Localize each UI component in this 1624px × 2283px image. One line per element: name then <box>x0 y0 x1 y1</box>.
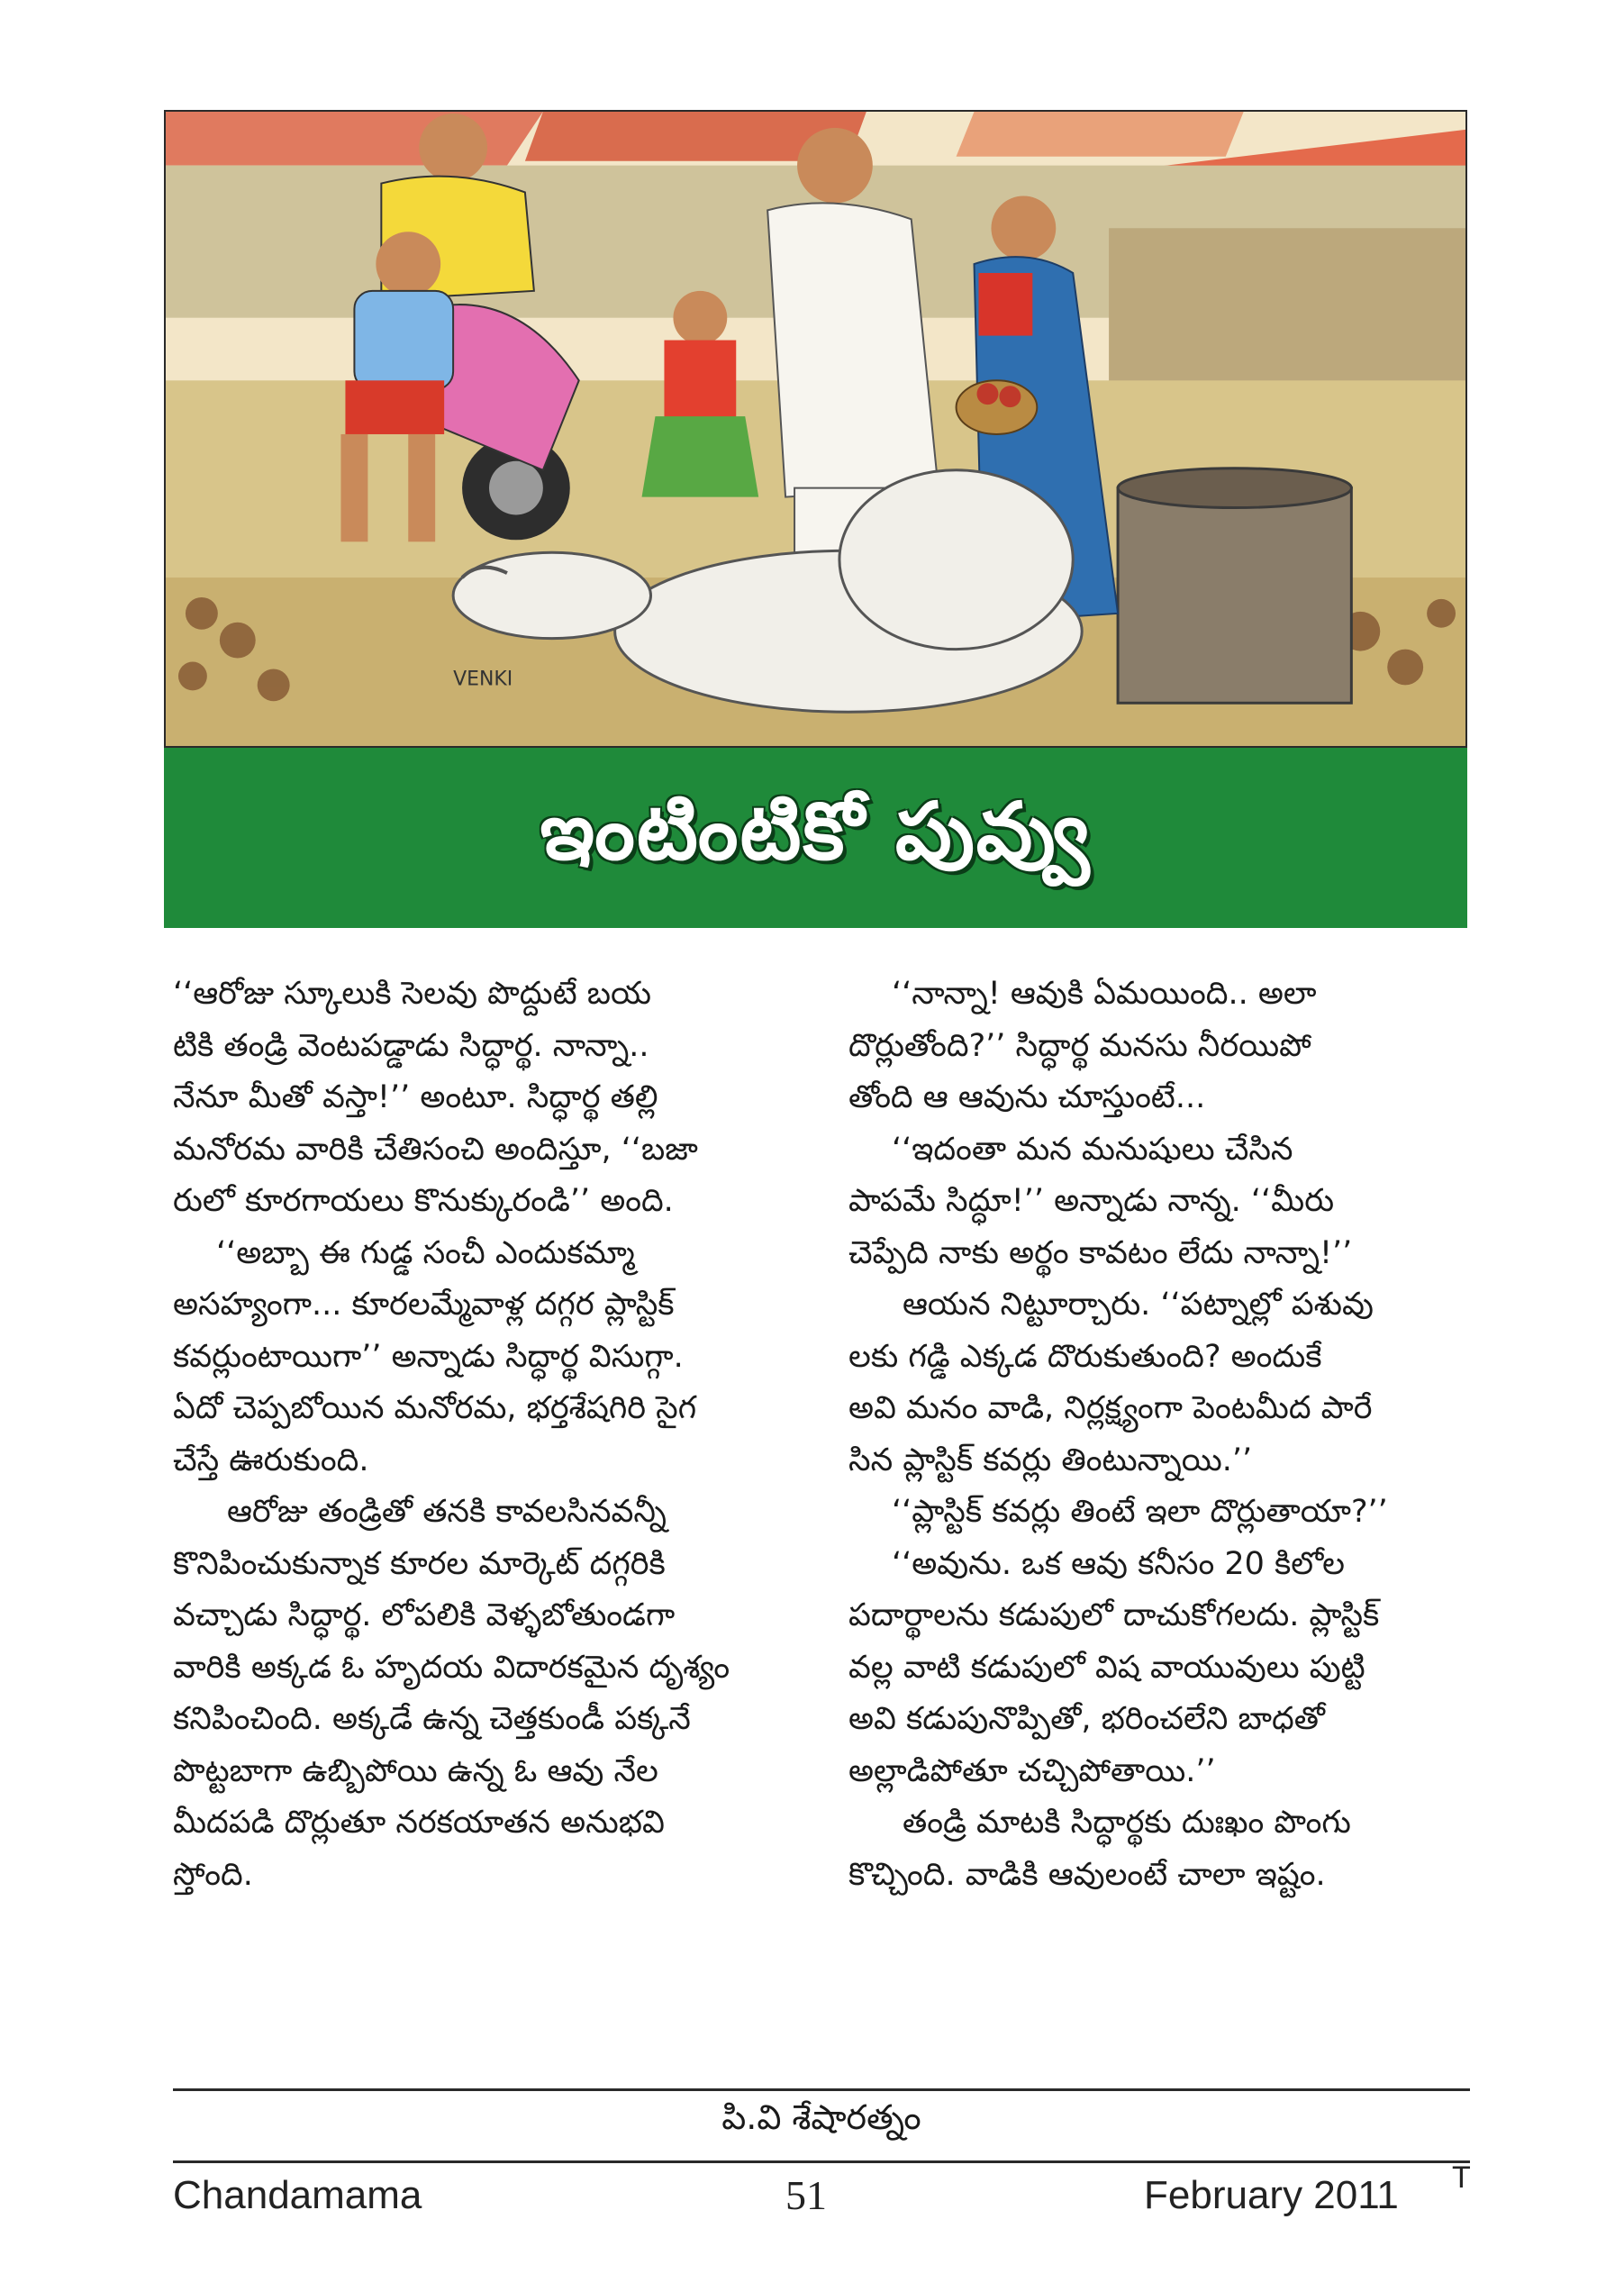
text-line: సిన ప్లాస్టిక్ కవర్లు తింటున్నాయి.’’ <box>848 1442 1253 1478</box>
text-line: తండ్రి మాటకి సిద్ధార్థకు దుఃఖం పొంగు <box>903 1805 1351 1841</box>
text-line: తోంది ఆ ఆవును చూస్తుంటే... <box>848 1079 1206 1115</box>
text-line: ‘‘ఆరోజు స్కూలుకి సెలవు పొద్దుటే బయ <box>173 976 651 1012</box>
artist-signature: VENKI <box>453 668 513 691</box>
text-line: పదార్థాలను కడుపులో దాచుకోగలదు. ప్లాస్టిక్ <box>848 1597 1380 1633</box>
text-line: ‘‘ప్లాస్టిక్ కవర్లు తింటే ఇలా దొర్లుతాయా?’’ <box>892 1494 1388 1530</box>
text-line: ఆయన నిట్టూర్చారు. ‘‘పట్నాల్లో పశువు <box>903 1287 1374 1323</box>
text-line: టికి తండ్రి వెంటపడ్డాడు సిద్ధార్థ. నాన్నా.. <box>173 1027 649 1064</box>
page-number: 51 <box>785 2172 827 2218</box>
author-byline: పి.వి శేషారత్నం <box>721 2097 921 2137</box>
market-scene-image <box>166 112 1465 746</box>
text-line: మీదపడి దొర్లుతూ నరకయాతన అనుభవి <box>173 1805 665 1841</box>
text-line: కనిపించింది. అక్కడే ఉన్న చెత్తకుండీ పక్కనే <box>173 1701 691 1737</box>
text-line: లకు గడ్డి ఎక్కడ దొరుకుతుంది? అందుకే <box>848 1338 1322 1375</box>
text-line: దొర్లుతోంది?’’ సిద్ధార్థ మనసు నీరయిపో <box>848 1027 1311 1064</box>
text-line: చేస్తే ఊరుకుంది. <box>173 1442 369 1478</box>
corner-mark: T <box>1452 2160 1471 2195</box>
text-line: వల్ల వాటి కడుపులో విష వాయువులు పుట్టి <box>848 1649 1365 1686</box>
text-line: ఏదో చెప్పబోయిన మనోరమ, భర్తశేషగిరి సైగ <box>173 1390 697 1426</box>
text-line: అవి మనం వాడి, నిర్లక్ష్యంగా పెంటమీద పారే <box>848 1390 1373 1426</box>
text-line: ‘‘ఇదంతా మన మనుషులు చేసిన <box>892 1131 1293 1168</box>
text-line: వారికి అక్కడ ఓ హృదయ విదారకమైన దృశ్యం <box>173 1649 730 1686</box>
text-line: మనోరమ వారికి చేతిసంచి అందిస్తూ, ‘‘బజా <box>173 1131 698 1168</box>
text-line: స్తోంది. <box>173 1856 253 1893</box>
text-line: వచ్చాడు సిద్ధార్థ. లోపలికి వెళ్ళబోతుండగా <box>173 1597 676 1633</box>
text-line: నేనూ మీతో వస్తా!’’ అంటూ. సిద్ధార్థ తల్లి <box>173 1079 658 1115</box>
text-line: పాపమే సిద్ధూ!’’ అన్నాడు నాన్న. ‘‘మీరు <box>848 1183 1335 1219</box>
right-text-column <box>848 969 1479 1901</box>
text-line: రులో కూరగాయలు కొనుక్కురండి’’ అంది. <box>173 1183 674 1219</box>
title-band <box>164 748 1467 928</box>
text-line: కొనిపించుకున్నాక కూరల మార్కెట్ దగ్గరికి <box>173 1545 666 1582</box>
text-line: పొట్టబాగా ఉబ్బిపోయి ఉన్న ఓ ఆవు నేల <box>173 1752 658 1789</box>
story-title: ఇంటింటికో పువ్వు <box>540 784 1092 878</box>
magazine-name: Chandamama <box>173 2173 422 2217</box>
text-line: చెప్పేది నాకు అర్థం కావటం లేదు నాన్నా!’’ <box>848 1234 1353 1271</box>
text-line: కవర్లుంటాయిగా’’ అన్నాడు సిద్ధార్థ విసుగ్గా. <box>173 1338 684 1375</box>
text-line: కొచ్చింది. వాడికి ఆవులంటే చాలా ఇష్టం. <box>848 1856 1326 1893</box>
text-line: ‘‘అవును. ఒక ఆవు కనీసం 20 కిలోల <box>892 1545 1345 1582</box>
story-illustration <box>164 110 1467 748</box>
text-line: అల్లాడిపోతూ చచ్చిపోతాయి.’’ <box>848 1752 1216 1789</box>
text-line: అసహ్యంగా... కూరలమ్మేవాళ్ల దగ్గర ప్లాస్టిక్ <box>173 1287 675 1323</box>
byline-bottom-rule <box>173 2160 1470 2163</box>
text-line: ఆరోజు తండ్రితో తనకి కావలసినవన్నీ <box>227 1494 667 1530</box>
left-text-column <box>173 969 803 1901</box>
issue-date: February 2011 <box>1144 2173 1399 2217</box>
text-line: ‘‘అబ్బా ఈ గుడ్డ సంచీ ఎందుకమ్మా <box>216 1234 635 1271</box>
text-line: అవి కడుపునొప్పితో, భరించలేని బాధతో <box>848 1701 1325 1737</box>
text-line: ‘‘నాన్నా! ఆవుకి ఏమయింది.. అలా <box>892 976 1317 1012</box>
byline-top-rule <box>173 2088 1470 2091</box>
